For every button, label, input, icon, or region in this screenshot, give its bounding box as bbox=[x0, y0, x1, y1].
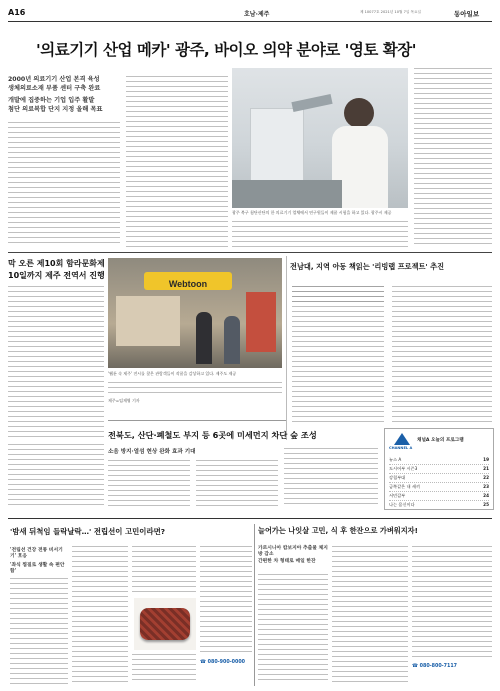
ad1-headline: '밤새 뒤척임 들락날락…' 전립선이 고민이라면? bbox=[10, 527, 166, 536]
visitor bbox=[196, 312, 212, 364]
story2-headline: 막 오른 제10회 함라문화제 bbox=[8, 259, 105, 268]
ad2-contact[interactable]: ☎ 080-800-7117 bbox=[412, 664, 458, 669]
machine-base bbox=[232, 180, 342, 208]
column-divider bbox=[286, 256, 287, 440]
tv-row[interactable] bbox=[389, 456, 489, 465]
lead-subhead: 2000년 의료기기 산업 본격 육성 bbox=[8, 76, 100, 83]
lead-headline: '의료기기 산업 메카' 광주, 바이오 의약 분야로 '영토 확장' bbox=[36, 41, 416, 59]
story2-byline: 제주=임재영 기자 bbox=[108, 398, 140, 403]
story4-subhead: 소음 방지·열섬 현상 완화 효과 기대 bbox=[108, 449, 196, 455]
webtoon-sign bbox=[144, 272, 232, 290]
tv-row[interactable] bbox=[389, 492, 489, 501]
story4-body-col3 bbox=[284, 448, 378, 508]
story4-headline: 전북도, 산단·폐철도 부지 등 6곳에 미세먼지 차단 숲 조성 bbox=[108, 430, 317, 440]
story2-body bbox=[8, 286, 104, 438]
divider bbox=[8, 252, 492, 253]
lead-subhead: 개발에 집중하는 기업 입주 활발 bbox=[8, 97, 95, 104]
ad1-body-col4 bbox=[200, 546, 252, 654]
lead-subhead: 생체의료소재 부품 센터 구축 완료 bbox=[8, 84, 101, 92]
tv-program-time: 22 bbox=[483, 475, 489, 480]
tv-program-name: 도시어부 시즌3 bbox=[389, 466, 418, 471]
ad1-contact[interactable]: ☎ 080-900-0000 bbox=[200, 660, 246, 665]
tv-row[interactable] bbox=[389, 474, 489, 483]
lead-photo bbox=[232, 68, 408, 208]
ad2-body-col1 bbox=[258, 574, 328, 684]
ad1-sub: '좌식 찜질로 생활 속 편안함' bbox=[10, 563, 65, 574]
masthead-rule bbox=[8, 21, 492, 22]
exhibit-wall bbox=[116, 296, 180, 346]
ad1-body-col3 bbox=[132, 546, 196, 594]
lead-body-col2 bbox=[126, 76, 228, 247]
divider bbox=[108, 420, 286, 421]
tv-program-time: 24 bbox=[483, 493, 489, 498]
page-number: A16 bbox=[8, 8, 26, 17]
exhibit-panel bbox=[246, 292, 276, 352]
heating-pad bbox=[140, 608, 190, 640]
tv-program-time: 19 bbox=[483, 457, 489, 462]
tv-row[interactable] bbox=[389, 465, 489, 474]
channel-logo-mark bbox=[394, 433, 410, 445]
ad1-body-col3b bbox=[132, 654, 196, 684]
ad1-product-photo bbox=[134, 598, 196, 650]
lead-body-col4 bbox=[414, 68, 492, 247]
lead-body-col1 bbox=[8, 122, 120, 247]
lead-subhead: 첨단 의료복합 단지 지정 올해 목표 bbox=[8, 105, 103, 113]
tv-row[interactable] bbox=[389, 483, 489, 492]
ad2-body-col2 bbox=[332, 546, 408, 684]
lead-photo-cap-lines bbox=[232, 221, 408, 247]
webtoon-sign-text: Webtoon bbox=[168, 279, 208, 289]
channel-logo bbox=[389, 433, 415, 453]
visitor bbox=[224, 316, 240, 364]
tv-listing-box bbox=[384, 428, 494, 510]
story3-body-col1 bbox=[292, 306, 384, 424]
tv-title: 채널A 오늘의 프로그램 bbox=[417, 438, 464, 443]
lab-arm bbox=[291, 94, 332, 112]
story2-photo-caption: '웹툰 속 제주' 전시를 찾은 관람객들이 작품을 감상하고 있다. 제주도 제공 bbox=[108, 371, 237, 376]
lead-subheads bbox=[8, 76, 120, 114]
ad1-sub: '전립선 건강 전통 비서기기' 호응 bbox=[10, 548, 63, 559]
tv-program-time: 25 bbox=[483, 502, 489, 507]
story3-sub-lines bbox=[292, 286, 384, 302]
tv-program-time: 21 bbox=[483, 466, 489, 471]
story4-body-col1 bbox=[108, 460, 190, 508]
ad-column-divider bbox=[254, 524, 255, 686]
tv-program-name: 강철부대 bbox=[389, 475, 406, 480]
section-label: 호남·제주 bbox=[244, 11, 270, 18]
ad2-sub: 간편한 차 형태로 매일 한잔 bbox=[258, 559, 316, 564]
story3-headline: 전남대, 지역 아동 책읽는 '리빙랩 프로젝트' 추진 bbox=[290, 262, 445, 271]
tv-rows bbox=[389, 456, 489, 509]
ad-section-rule bbox=[8, 518, 492, 519]
ad2-body-col3 bbox=[412, 546, 492, 658]
story2-cap-lines bbox=[108, 382, 282, 396]
story2-headline-2: 10일까지 제주 전역서 진행 bbox=[8, 271, 105, 280]
tv-program-name: 나는 몸신이다 bbox=[389, 502, 415, 507]
researcher-figure bbox=[344, 98, 374, 128]
ad2-sub: 가르시니아 캄보지아 추출물 체지방 감소 bbox=[258, 546, 328, 557]
lead-photo-caption: 광주 북구 첨단산단의 한 의료기기 업체에서 연구원들이 제품 시험을 하고 있다. 광주시 제공 bbox=[232, 210, 392, 215]
tv-row[interactable] bbox=[389, 501, 489, 509]
tv-program-name: 서민갑부 bbox=[389, 493, 406, 498]
tv-program-name: 금쪽같은 내 새끼 bbox=[389, 484, 420, 489]
masthead bbox=[8, 7, 492, 21]
tv-program-name: 뉴스 A bbox=[389, 457, 402, 462]
ad1-body-col2 bbox=[72, 546, 128, 684]
ad1-body-col1 bbox=[10, 578, 68, 684]
story4-body-col2 bbox=[196, 460, 278, 508]
paper-name: 동아일보 bbox=[454, 10, 480, 18]
story2-photo bbox=[108, 258, 282, 368]
tv-program-time: 23 bbox=[483, 484, 489, 489]
issue-info: 제 10077호 2021년 10월 7일 목요일 bbox=[360, 10, 421, 14]
story2-body-lower bbox=[8, 444, 104, 508]
lab-equipment bbox=[250, 108, 304, 182]
ad2-headline: 늘어가는 나잇살 고민, 식 후 한잔으로 가벼워지자! bbox=[258, 526, 418, 535]
story3-body-col2 bbox=[392, 286, 492, 424]
channel-logo-text: CHANNEL A bbox=[389, 446, 413, 450]
